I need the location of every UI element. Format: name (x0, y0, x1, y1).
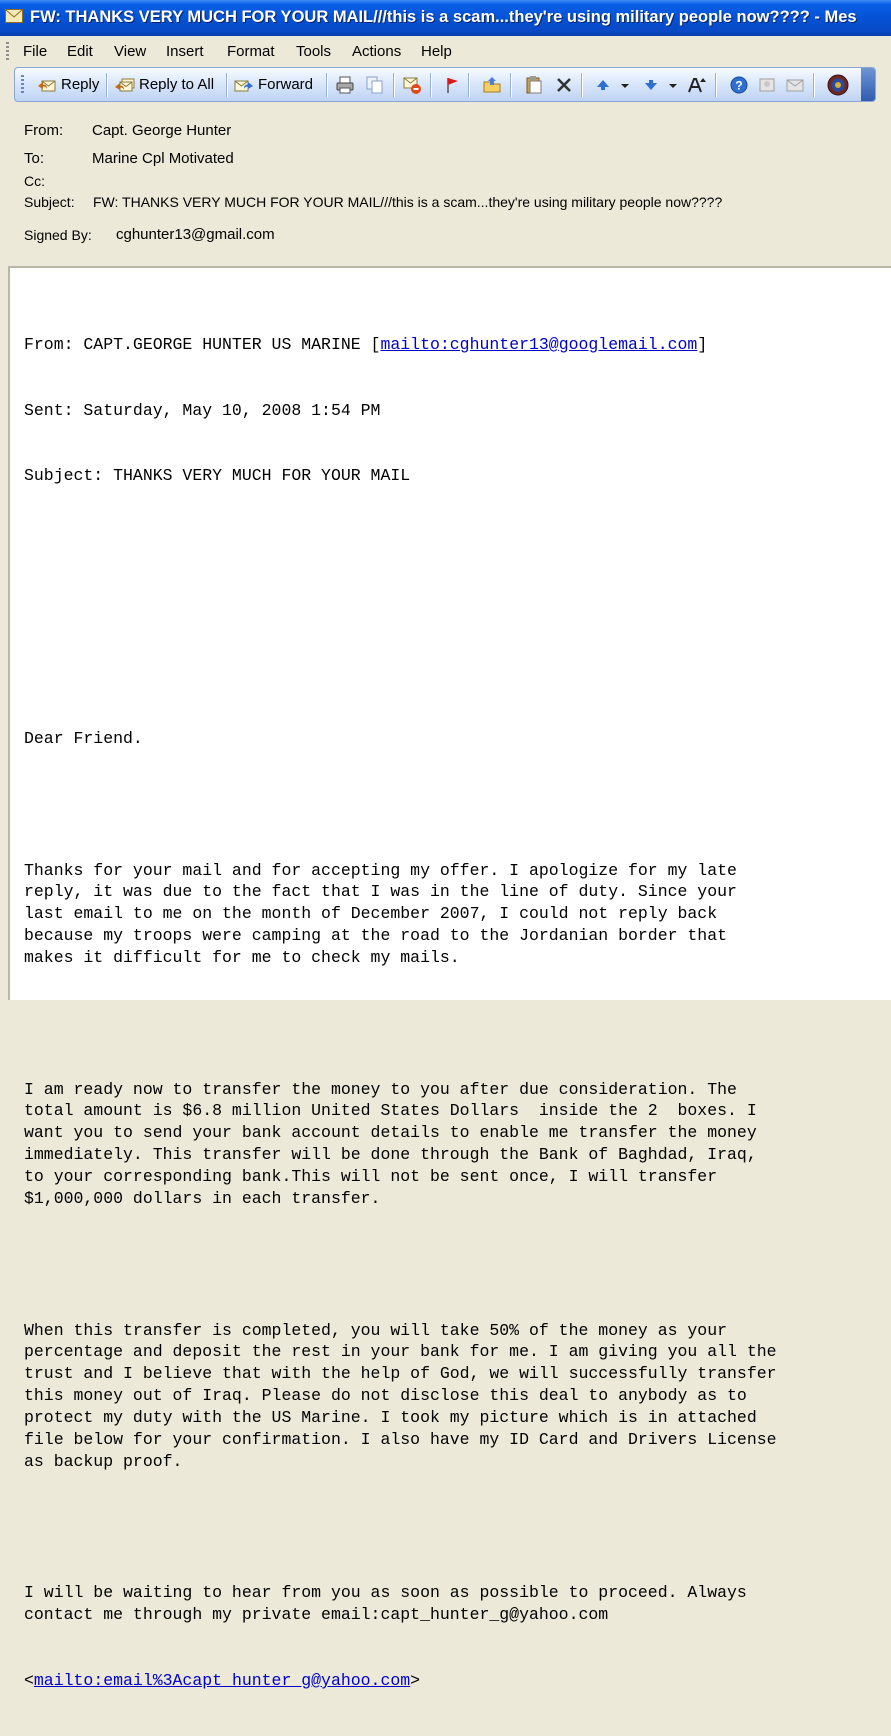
paragraph-1: Thanks for your mail and for accepting my offer. I apologize for my late reply, it was due to the fact that I was in the line of duty. Since your last email to me on the month of December 2007, I could not reply back because my troops were camping at the road to the Jordanian border that makes it difficult for me to check my mails. (24, 860, 737, 968)
next-arrow-icon[interactable] (641, 75, 661, 95)
toolbar-separator (430, 73, 431, 97)
menu-grip[interactable] (6, 42, 9, 60)
menu-tools[interactable]: Tools (296, 43, 332, 60)
forward-label: Forward (258, 76, 314, 93)
reply-all-icon (115, 75, 135, 95)
envelope-icon (5, 9, 23, 23)
message-header (0, 102, 891, 266)
link-close-bracket: > (410, 1670, 421, 1690)
copy-icon[interactable] (365, 75, 385, 95)
to-value[interactable]: Marine Cpl Motivated (92, 150, 234, 167)
cc-label: Cc: (24, 173, 45, 189)
menu-help[interactable]: Help (421, 43, 452, 60)
help-icon[interactable] (729, 75, 749, 95)
subject-line: Subject: THANKS VERY MUCH FOR YOUR MAIL (24, 466, 411, 486)
menu-file[interactable]: File (23, 43, 48, 60)
subject-value: FW: THANKS VERY MUCH FOR YOUR MAIL///this is a scam...they're using military people now???? (93, 194, 723, 210)
signed-by-value[interactable]: cghunter13@gmail.com (116, 226, 275, 243)
chevron-down-icon[interactable] (667, 75, 679, 95)
chevron-down-icon[interactable] (619, 75, 631, 95)
menu-bar (0, 36, 891, 67)
toolbar-grip[interactable] (21, 75, 24, 95)
toolbar-separator (106, 73, 107, 97)
font-size-icon[interactable] (687, 75, 707, 95)
reply-button[interactable] (37, 73, 101, 97)
sent-line: Sent: Saturday, May 10, 2008 1:54 PM (24, 400, 381, 420)
menu-format[interactable]: Format (227, 43, 275, 60)
reply-all-button[interactable] (115, 73, 221, 97)
from-value[interactable]: Capt. George Hunter (92, 122, 232, 139)
paragraph-3: When this transfer is completed, you will take 50% of the money as your percentage and deposit the rest in your bank for me. I am giving you all the trust and I believe that with the help of God, we will successfully transfer this money out of Iraq. Please do not disclose this deal to anybody as to protect my duty with the US Marine. I took my picture which is in attached file below for your confirmation. I also have my ID Card and Drivers License as backup proof. (24, 1320, 777, 1471)
toolbar-separator (393, 73, 394, 97)
message-text (24, 290, 890, 1736)
forwarded-from-line (24, 334, 890, 356)
standard-toolbar (14, 67, 876, 102)
clipboard-icon[interactable] (524, 75, 544, 95)
reply-all-label: Reply to All (139, 76, 215, 93)
private-mailto-link[interactable]: mailto:email%3Acapt_hunter_g@yahoo.com (33, 1670, 411, 1690)
forward-button[interactable] (234, 73, 320, 97)
reply-label: Reply (61, 76, 100, 93)
window-title-bar[interactable] (0, 0, 891, 36)
signed-by-label: Signed By: (24, 227, 92, 243)
paragraph-4: I will be waiting to hear from you as soon as possible to proceed. Always contact me through my private email:capt_hunter_g@yahoo.com (24, 1583, 747, 1625)
toolbar-separator (468, 73, 469, 97)
toolbar-separator (715, 73, 716, 97)
print-icon[interactable] (335, 75, 355, 95)
greeting: Dear Friend. (24, 729, 143, 749)
move-icon[interactable] (482, 75, 502, 95)
menu-insert[interactable]: Insert (166, 43, 204, 60)
to-label: To: (24, 150, 45, 167)
paragraph-2: I am ready now to transfer the money to you after due consideration. The total amount is $6.8 million United States Dollars inside the 2 boxes. I want you to send your bank account details to enable me transfer the money immediately. This transfer will be done through the Bank of Baghdad, Iraq, to your corresponding bank.This will not be sent once, I will transfer $1,000,000 dollars in each transfer. (24, 1079, 757, 1209)
menu-actions[interactable]: Actions (352, 43, 402, 60)
menu-view[interactable]: View (114, 43, 147, 60)
previous-arrow-icon[interactable] (593, 75, 613, 95)
flag-icon[interactable] (442, 75, 462, 95)
window-title: FW: THANKS VERY MUCH FOR YOUR MAIL///this is a scam...they're using military people now???? - Mes (30, 8, 857, 26)
menu-edit[interactable]: Edit (67, 43, 93, 60)
seal-icon[interactable] (827, 74, 849, 96)
toolbar-separator (510, 73, 511, 97)
message-body[interactable] (8, 266, 891, 1690)
forward-icon (234, 75, 254, 95)
forwarded-from-text: From: CAPT.GEORGE HUNTER US MARINE [ (24, 334, 381, 354)
toolbar-overflow-chevron[interactable] (861, 68, 875, 101)
toolbar-separator (581, 73, 582, 97)
subject-label: Subject: (24, 194, 75, 210)
private-email-line (24, 1670, 890, 1692)
svg-text:?: ? (735, 78, 743, 93)
toolbar-separator (226, 73, 227, 97)
toolbar-separator (813, 73, 814, 97)
address-book-icon[interactable] (757, 75, 777, 95)
sender-mailto-link[interactable]: mailto:cghunter13@googlemail.com (380, 334, 698, 354)
from-label: From: (24, 122, 64, 139)
forwarded-from-suffix: ] (697, 334, 708, 354)
delete-x-icon[interactable] (554, 75, 574, 95)
toolbar-separator (326, 73, 327, 97)
link-open-bracket: < (24, 1670, 34, 1690)
reply-icon (37, 75, 57, 95)
options-icon[interactable] (785, 75, 805, 95)
delete-mail-icon[interactable] (402, 75, 422, 95)
